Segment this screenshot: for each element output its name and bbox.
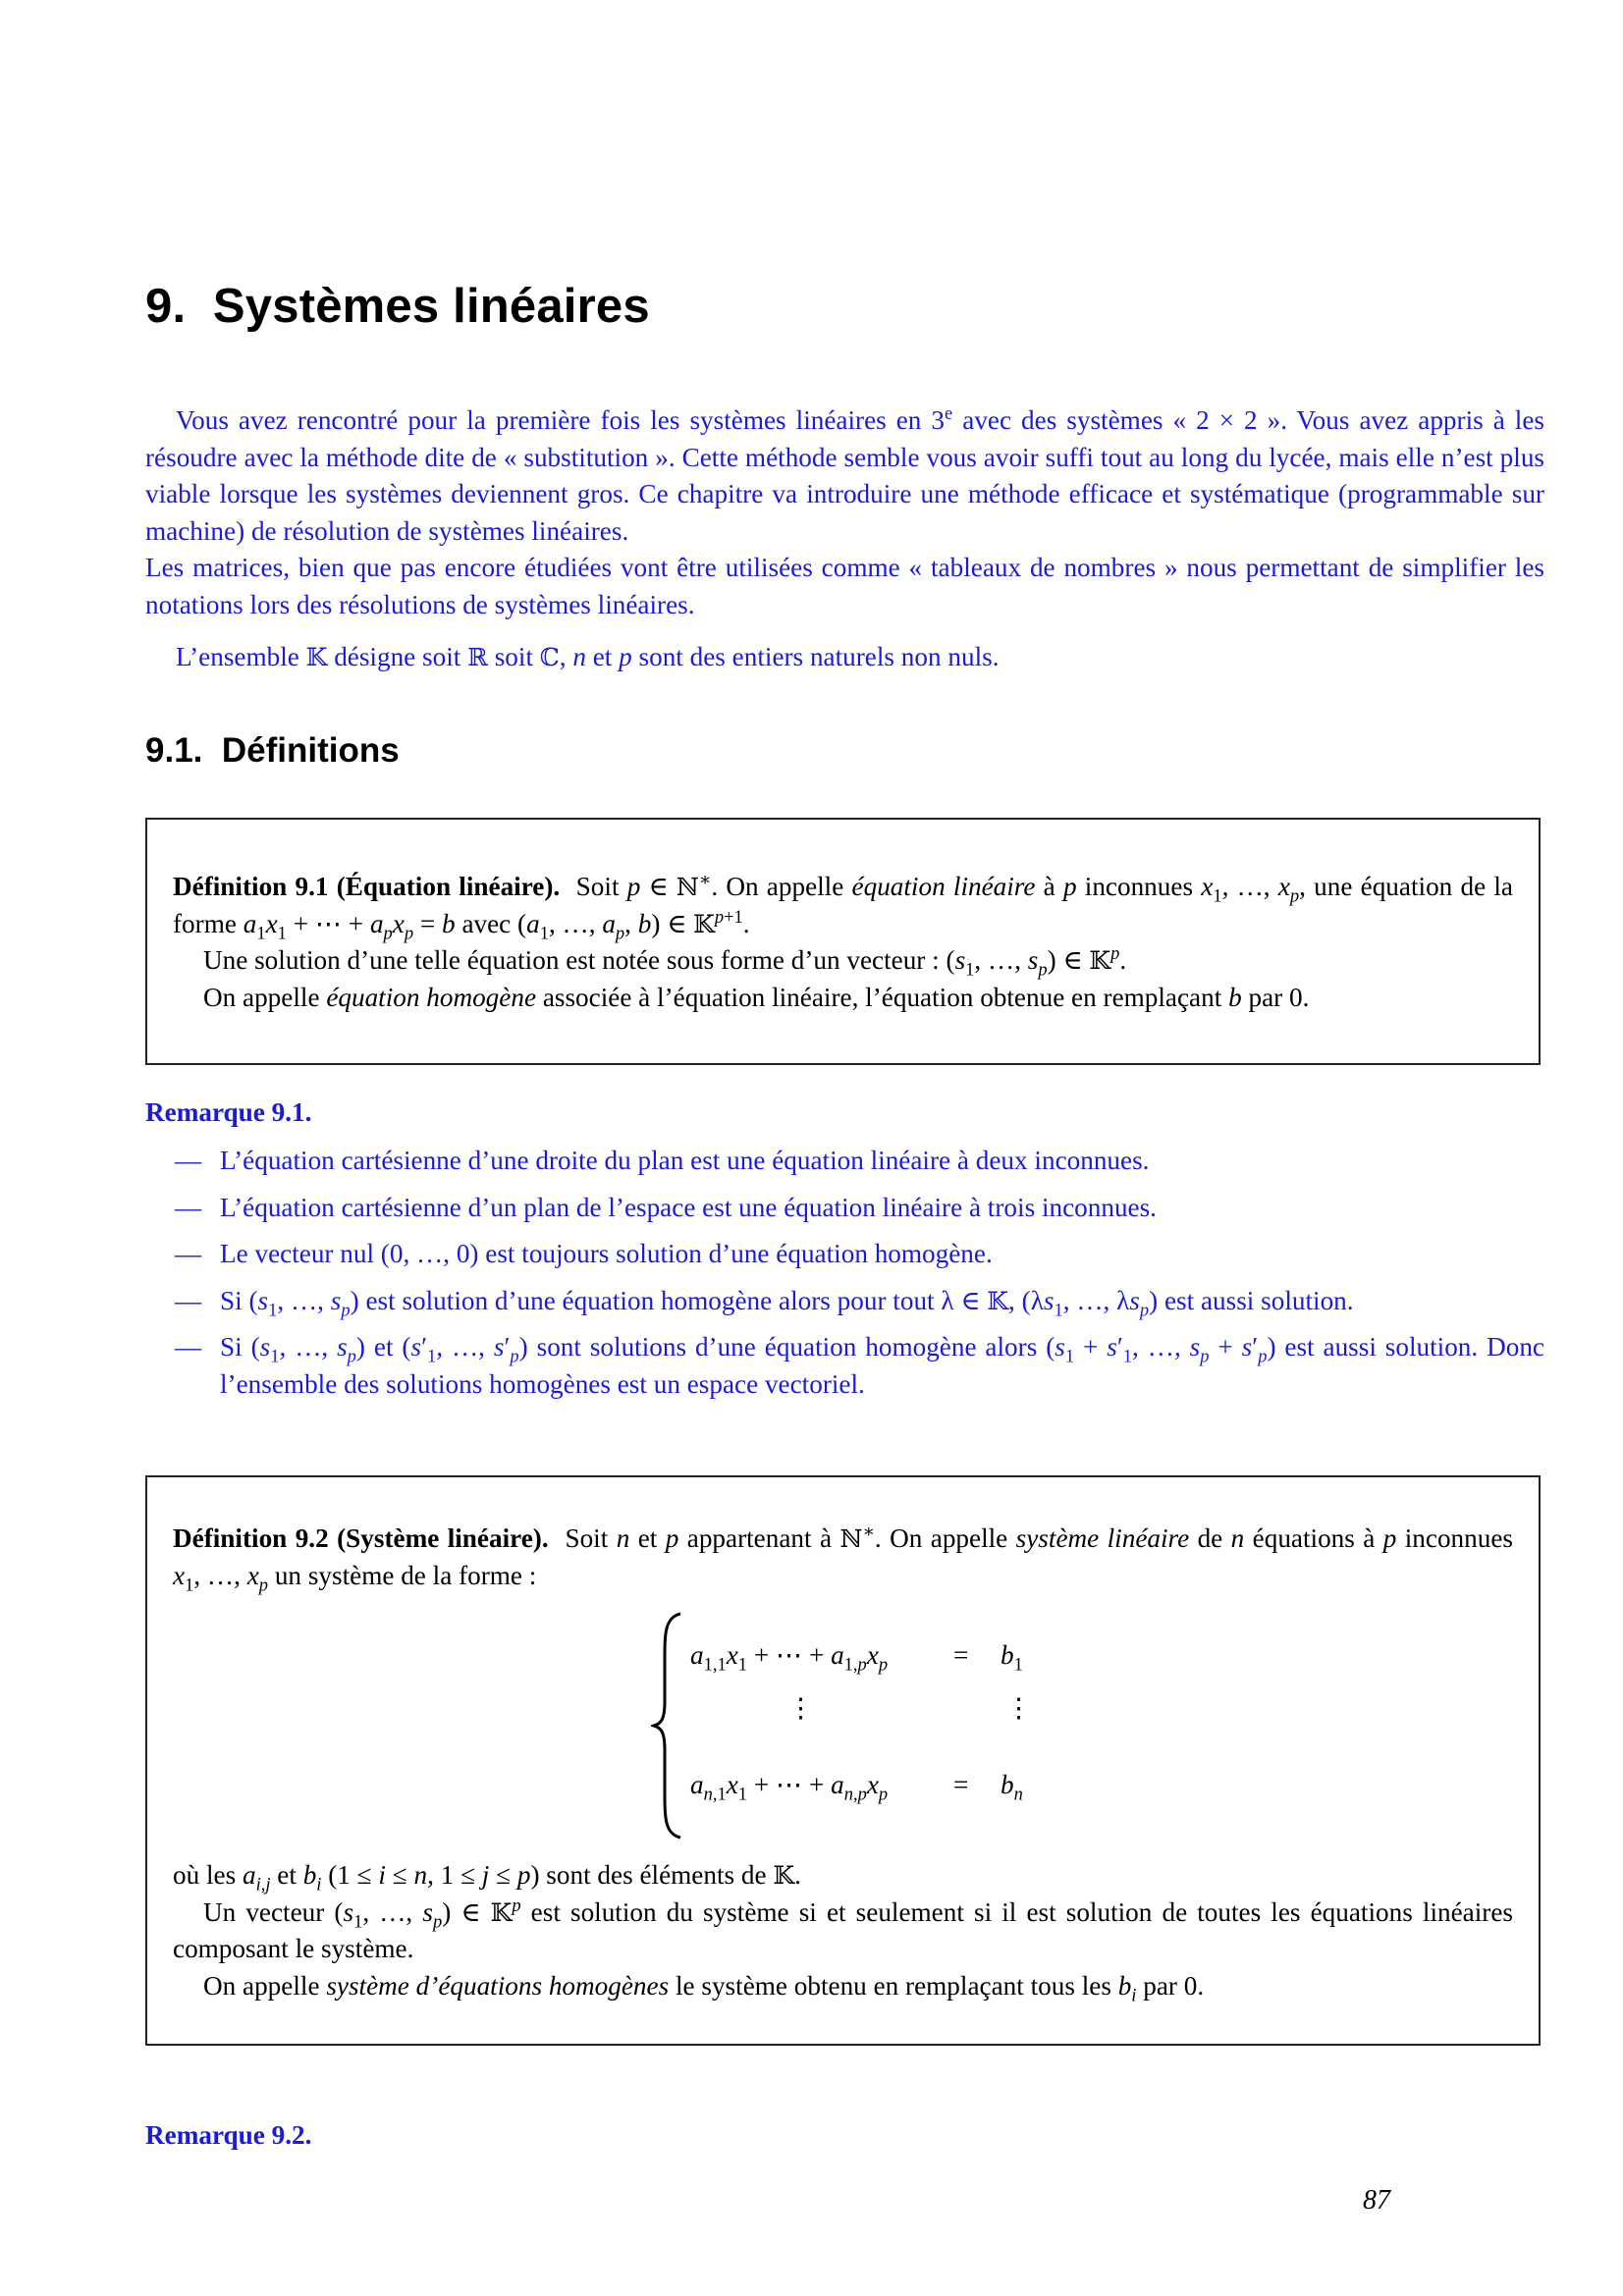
intro-paragraph-1: Vous avez rencontré pour la première fois les systèmes linéaires en 3e avec des systèmes « 2 × 2 ». Vous avez appris à les résoudre avec la méthode dite de « substitution ». Cette méthode semble vous avoir suffi tout au long du lycée, mais elle n’est plus viable lorsque les systèmes deviennent gros. Ce chapitre va introduire une méthode efficace et systématique (programmable sur machine) de résolution de systèmes linéaires.: [145, 402, 1544, 546]
system-row-1-rhs: $b_1$: [1001, 1640, 1023, 1675]
remark-1-item: — L’équation cartésienne d’une droite du plan est une équation linéaire à deux inconnues.: [175, 1143, 1544, 1180]
definition-2-content: [173, 1521, 1513, 2004]
definition-1-homogeneous: On appelle équation homogène associée à l’équation linéaire, l’équation obtenue en remplaçant b par 0.: [203, 982, 1310, 1012]
remark-1-title: Remarque 9.1.: [145, 1097, 312, 1127]
section-title: Définitions: [221, 731, 400, 770]
left-brace-icon: [651, 1612, 684, 1840]
remark-1-item: — L’équation cartésienne d’un plan de l’espace est une équation linéaire à trois inconnues.: [175, 1190, 1544, 1227]
page-number: 87: [1363, 2185, 1390, 2216]
system-row-1: $a_{1,1}x_1$ + ⋯ + $a_{1,p}x_p$: [690, 1640, 889, 1675]
remark-1-item: — Le vecteur nul (0, …, 0) est toujours solution d’une équation homogène.: [175, 1236, 1544, 1273]
intro-paragraph-3: L’ensemble 𝕂 désigne soit ℝ soit ℂ, n et p sont des entiers naturels non nuls.: [176, 642, 1000, 671]
definition-2-statement: Définition 9.2 (Système linéaire). Soit n et p appartenant à ℕ∗. On appelle système linéaire de n équations à p inconnues $x_1$, …, $x_p$ un système de la forme :: [173, 1521, 1513, 1594]
remark-2-title: Remarque 9.2.: [145, 2120, 312, 2150]
definition-box-1: [145, 818, 1541, 1065]
definition-2-homogeneous: On appelle système d’équations homogènes le système obtenu en remplaçant tous les $b_i$ par 0.: [203, 1970, 1205, 2004]
intro-paragraph-2: Les matrices, bien que pas encore étudiées vont être utilisées comme « tableaux de nombres » nous permettant de simplifier les notations lors des résolutions de systèmes linéaires.: [145, 553, 1544, 619]
system-row-n: $a_{n,1}x_1$ + ⋯ + $a_{n,p}x_p$: [690, 1770, 889, 1804]
chapter-heading: [145, 279, 650, 334]
chapter-number: 9.: [145, 280, 187, 333]
linear-system: [173, 1612, 1513, 1847]
definition-1-content: [173, 869, 1513, 1016]
system-vdots-right: ⋮: [1005, 1693, 1033, 1723]
chapter-intro: [145, 402, 1544, 676]
system-row-n-equals: =: [953, 1770, 969, 1799]
system-vdots-left: ⋮: [787, 1693, 815, 1723]
definition-1-title: Définition 9.1 (Équation linéaire).: [173, 872, 561, 901]
definition-2-solution: Un vecteur ($s_1$, …, $s_p$) ∈ 𝕂$^p$ est solution du système si et seulement si il est solution de toutes les équations linéaires composant le système.: [173, 1895, 1513, 1963]
definition-2-title: Définition 9.2 (Système linéaire).: [173, 1523, 549, 1553]
remark-1-list: [175, 1143, 1544, 1413]
system-row-1-equals: =: [953, 1640, 969, 1670]
definition-2-where: où les $a_{i,j}$ et $b_i$ (1 ≤ i ≤ n, 1 ≤ j ≤ p) sont des éléments de 𝕂.: [173, 1860, 801, 1895]
definition-1-solution: Une solution d’une telle équation est notée sous forme d’un vecteur : ($s_1$, …, $s_p$) ∈ 𝕂$^p$.: [203, 942, 1127, 980]
system-row-n-rhs: $b_n$: [1001, 1770, 1023, 1804]
remark-1-item: — Si ($s_1$, …, $s_p$) et ($s'_1$, …, $s'_p$) sont solutions d’une équation homogène alors ($s_1 + s'_1$, …, $s_p + s'_p$) est aussi solution. Donc l’ensemble des solutions homogènes est un espace vectoriel.: [175, 1329, 1544, 1403]
section-heading: [145, 731, 400, 771]
remark-1-item: — Si ($s_1$, …, $s_p$) est solution d’une équation homogène alors pour tout λ ∈ 𝕂, ($\lambda s_1$, …, $\lambda s_p$) est aussi solution.: [175, 1283, 1544, 1320]
definition-box-2: [145, 1475, 1541, 2046]
section-number: 9.1.: [145, 731, 203, 770]
page: [145, 0, 1544, 2296]
definition-1-statement: Définition 9.1 (Équation linéaire). Soit p ∈ ℕ∗. On appelle équation linéaire à p inconnues $x_1$, …, $x_p$, une équation de la forme $a_1x_1$ + ⋯ + $a_px_p = b$ avec ($a_1$, …, $a_p$, b) ∈ 𝕂$^{p+1}$.: [173, 869, 1513, 942]
chapter-title: Systèmes linéaires: [212, 280, 650, 333]
